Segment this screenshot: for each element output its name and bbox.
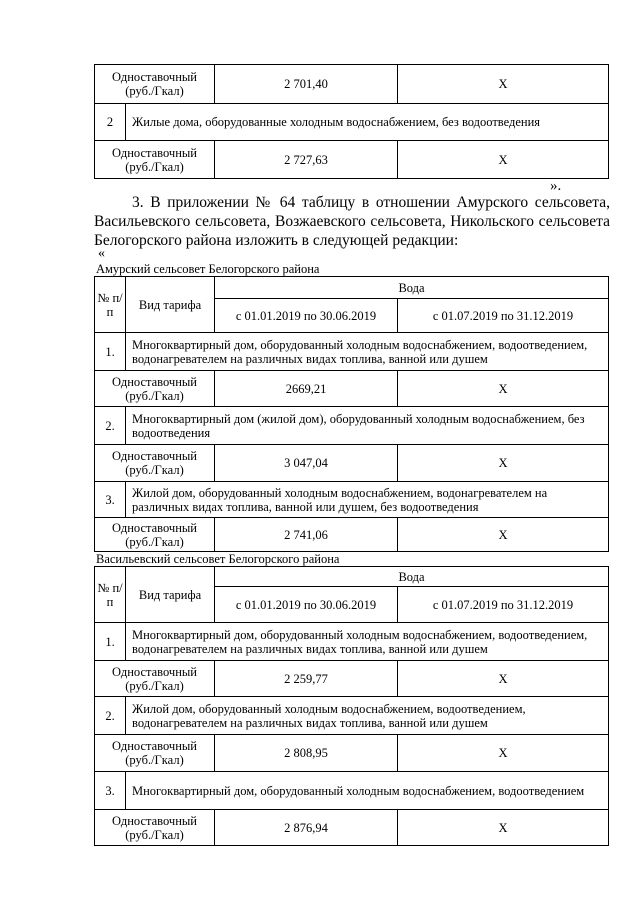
header-period-1: с 01.01.2019 по 30.06.2019: [215, 587, 398, 623]
tariff-value-cell: 2 808,95: [215, 735, 398, 772]
tariff-value-cell: Х: [398, 661, 609, 697]
row-number: 1.: [95, 333, 126, 371]
header-water: Вода: [215, 567, 609, 587]
row-description: Многоквартирный дом (жилой дом), оборудованный холодным водоснабжением, без водоотведения: [126, 407, 609, 445]
row-description: Жилой дом, оборудованный холодным водоснабжением, водонагревателем на различных видах топлива, ванной или душем, без водоотведения: [126, 482, 609, 518]
row-number: 1.: [95, 623, 126, 661]
paragraph-line: Белогорского района изложить в следующей редакции:: [94, 232, 459, 249]
tariff-type-cell: Одноставочный (руб./Гкал): [95, 735, 215, 772]
paragraph-line: 3. В приложении № 64 таблицу в отношении Амурского сельсовета,: [132, 194, 610, 211]
tariff-value-cell: 2 741,06: [215, 518, 398, 552]
header-num: № п/п: [95, 567, 126, 623]
row-description: Многоквартирный дом, оборудованный холодным водоснабжением, водоотведением: [126, 772, 609, 810]
tariff-value-cell: Х: [398, 735, 609, 772]
header-tariff-type: Вид тарифа: [126, 277, 215, 333]
tariff-value-cell: 2 876,94: [215, 810, 398, 846]
tariff-type-cell: Одноставочный (руб./Гкал): [95, 141, 215, 179]
tariff-type-cell: Одноставочный (руб./Гкал): [95, 518, 215, 552]
tariff-type-cell: Одноставочный (руб./Гкал): [95, 445, 215, 482]
header-period-2: с 01.07.2019 по 31.12.2019: [398, 587, 609, 623]
closing-quote: ».: [550, 178, 562, 194]
opening-quote: «: [98, 246, 105, 261]
paragraph-line: Васильевского сельсовета, Возжаевского сельсовета, Никольского сельсовета: [94, 213, 610, 230]
row-description: Многоквартирный дом, оборудованный холодным водоснабжением, водоотведением, водонагревателем на различных видах топлива, ванной или душем: [126, 333, 609, 371]
row-description: Жилой дом, оборудованный холодным водоснабжением, водоотведением, водонагревателем на различных видах топлива, ванной или душем: [126, 697, 609, 735]
header-period-2: с 01.07.2019 по 31.12.2019: [398, 299, 609, 333]
tariff-value-cell: Х: [398, 141, 609, 179]
top-continuation-table: [94, 64, 609, 179]
paragraph-3: [94, 193, 610, 250]
tariff-type-cell: Одноставочный (руб./Гкал): [95, 65, 215, 104]
row-description: Жилые дома, оборудованные холодным водоснабжением, без водоотведения: [126, 104, 609, 141]
tariff-value-cell: Х: [398, 65, 609, 104]
row-number: 3.: [95, 482, 126, 518]
tariff-value-cell: Х: [398, 445, 609, 482]
header-water: Вода: [215, 277, 609, 299]
section-title-amur: Амурский сельсовет Белогорского района: [96, 262, 320, 276]
row-number: 2.: [95, 697, 126, 735]
header-period-1: с 01.01.2019 по 30.06.2019: [215, 299, 398, 333]
vasil-tariff-table: [94, 566, 609, 846]
row-number: 2.: [95, 407, 126, 445]
tariff-value-cell: Х: [398, 371, 609, 407]
tariff-value-cell: 2 727,63: [215, 141, 398, 179]
tariff-type-cell: Одноставочный (руб./Гкал): [95, 661, 215, 697]
tariff-value-cell: Х: [398, 518, 609, 552]
tariff-value-cell: 3 047,04: [215, 445, 398, 482]
row-number: 3.: [95, 772, 126, 810]
row-number: 2: [95, 104, 126, 141]
tariff-value-cell: 2 701,40: [215, 65, 398, 104]
tariff-value-cell: Х: [398, 810, 609, 846]
section-title-vasil: Васильевский сельсовет Белогорского района: [96, 552, 340, 566]
amur-tariff-table: [94, 276, 609, 552]
tariff-value-cell: 2 259,77: [215, 661, 398, 697]
header-tariff-type: Вид тарифа: [126, 567, 215, 623]
tariff-value-cell: 2669,21: [215, 371, 398, 407]
row-description: Многоквартирный дом, оборудованный холодным водоснабжением, водоотведением, водонагревателем на различных видах топлива, ванной или душем: [126, 623, 609, 661]
header-num: № п/п: [95, 277, 126, 333]
tariff-type-cell: Одноставочный (руб./Гкал): [95, 371, 215, 407]
tariff-type-cell: Одноставочный (руб./Гкал): [95, 810, 215, 846]
